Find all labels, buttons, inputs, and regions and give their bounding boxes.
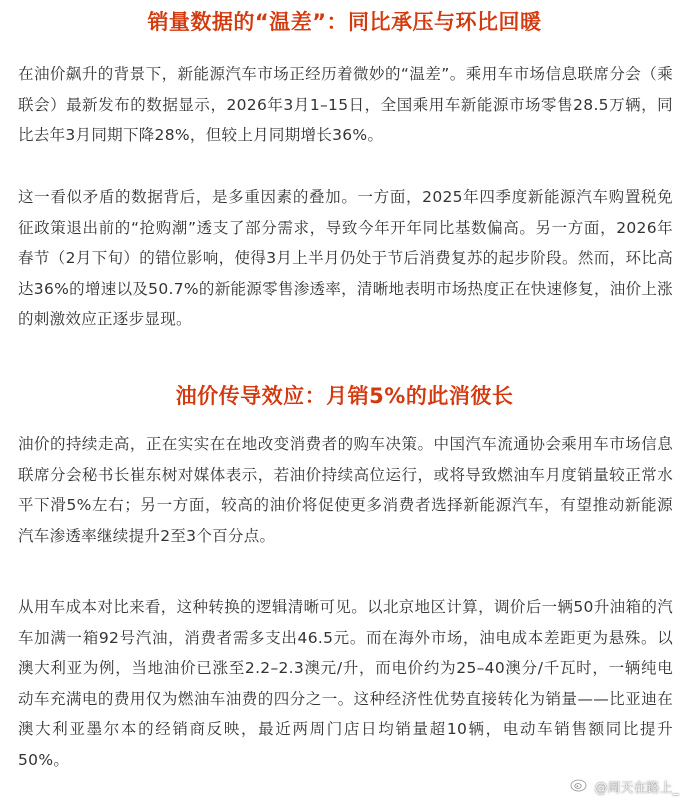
paragraph-oil-price-impact: 油价的持续走高，正在实实在在地改变消费者的购车决策。中国汽车流通协会乘用车市场信息联席分会秘书长崔东树对媒体表示，若油价持续高位运行，或将导致燃油车月度销量较正常水平下滑5%左右；另一方面，较高的油价将促使更多消费者选择新能源汽车，有望推动新能源汽车渗透率继续提升2至3个百分点。	[18, 435, 673, 545]
section-heading-sales-gap: 销量数据的“温差”：同比承压与环比回暖	[147, 10, 542, 34]
watermark	[570, 776, 679, 796]
paragraph-contradiction-analysis: 这一看似矛盾的数据背后，是多重因素的叠加。一方面，2025年四季度新能源汽车购置税免征政策退出前的“抢购潮”透支了部分需求，导致今年开年同比基数偏高。另一方面，2026年春节（2月下旬）的错位影响，使得3月上半月仍处于节后消费复苏的起步阶段。然而，环比高达36%的增速以及50.7%的新能源零售渗透率，清晰地表明市场热度正在快速修复，油价上涨的刺激效应正逐步显现。	[18, 188, 673, 328]
weibo-logo-icon	[570, 776, 590, 796]
watermark-text: @周天在路上_	[594, 780, 679, 796]
section-heading-oil-price-effect: 油价传导效应：月销5%的此消彼长	[175, 384, 514, 408]
paragraph-sales-data: 在油价飙升的背景下，新能源汽车市场正经历着微妙的“温差”。乘用车市场信息联席分会（乘联会）最新发布的数据显示，2026年3月1–15日，全国乘用车新能源市场零售28.5万辆，同比去年3月同期下降28%，但较上月同期增长36%。	[18, 65, 673, 144]
paragraph-cost-comparison: 从用车成本对比来看，这种转换的逻辑清晰可见。以北京地区计算，调价后一辆50升油箱的汽车加满一箱92号汽油，消费者需多支出46.5元。而在海外市场，油电成本差距更为悬殊。以澳大利亚为例，当地油价已涨至2.2–2.3澳元/升，而电价约为25–40澳分/千瓦时，一辆纯电动车充满电的费用仅为燃油车油费的四分之一。这种经济性优势直接转化为销量——比亚迪在澳大利亚墨尔本的经销商反映，最近两周门店日均销量超10辆，电动车销售额同比提升50%。	[18, 598, 673, 769]
